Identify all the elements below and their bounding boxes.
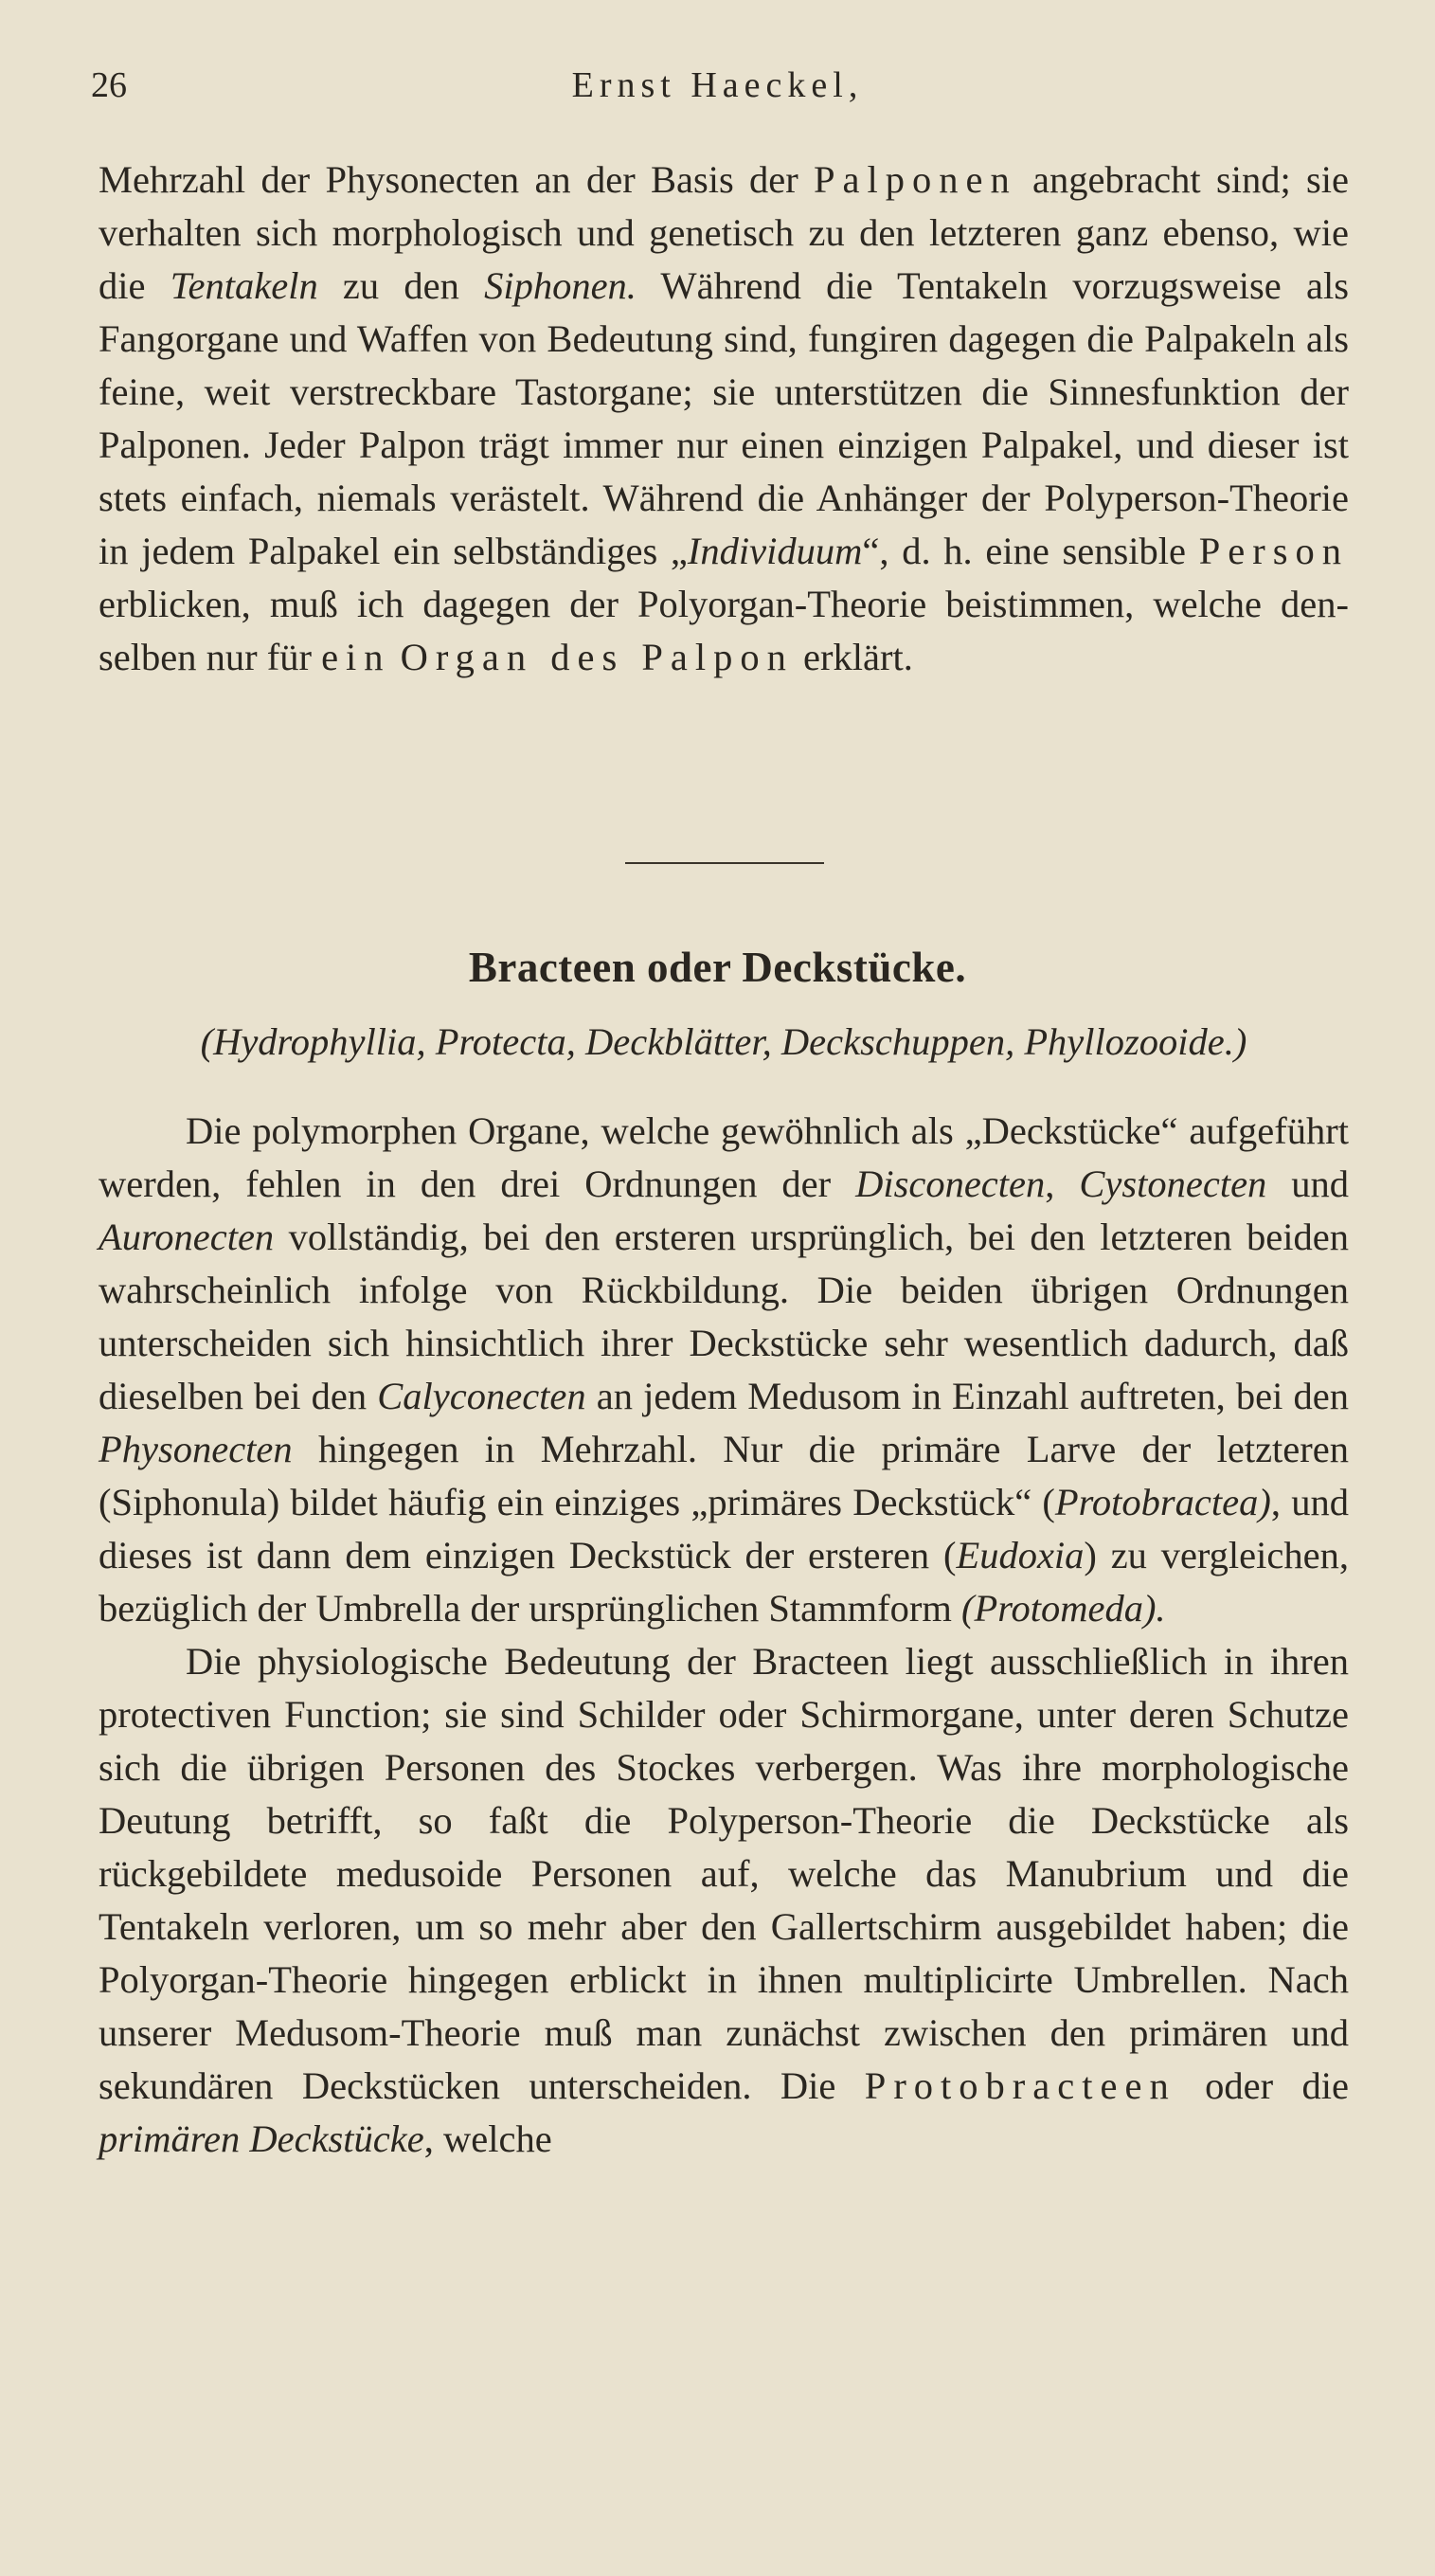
section-divider <box>625 862 824 864</box>
section-title: Bracteen oder Deckstücke. <box>468 944 967 991</box>
section-body <box>99 1105 1349 2166</box>
paragraph-polymorphe-organe: Die polymorphen Organe, welche gewöhnlich als „Deckstücke“ aufgeführt werden, fehlen in den drei Ordnungen der Disconecten, Cystonecten und Auronecten vollständig, bei den ersteren ursprünglich, bei den letzteren beiden wahrscheinlich infolge von Rückbildung. Die beiden übrigen Ordnungen unterscheiden sich hinsichtlich ihrer Deckstücke sehr wesentlich dadurch, daß dieselben bei den Calyconecten an jedem Medusom in Einzahl auftreten, bei den Physonecten hingegen in Mehrzahl. Nur die primäre Larve der letzteren (Siphonula) bildet häufig ein einziges „primäres Deckstück“ (Protobractea), und dieses ist dann dem einzigen Deckstück der ersteren (Eudoxia) zu vergleichen, bezüglich der Umbrella der ursprünglichen Stammform (Protomeda). <box>99 1109 1350 1630</box>
page-number: 26 <box>91 65 127 105</box>
page-header <box>91 64 1344 121</box>
section-subtitle: (Hydrophyllia, Protecta, Deckblätter, Deckschuppen, Phyllozooide.) <box>200 1020 1247 1063</box>
continued-paragraph-block <box>99 153 1349 684</box>
paragraph-palpakel: Mehrzahl der Physonecten an der Basis der Palponen angebracht sind; sie verhalten sich morphologisch und genetisch zu den letzteren ganz ebenso, wie die Tentakeln zu den Siphonen. Während die Tentakeln vorzugsweise als Fangorgane und Waffen von Bedeutung sind, fungiren dagegen die Palpakeln als feine, weit verstreckbare Tastorgane; sie unterstützen die Sinnesfunktion der Palponen. Jeder Palpon trägt immer nur einen einzigen Palpakel, und dieser ist stets einfach, niemals verästelt. Während die Anhänger der Polyperson-Theorie in jedem Palpakel ein selbständiges „Individuum“, d. h. eine sensible Person erblicken, muß ich dagegen der Polyorgan-Theorie beistimmen, welche denselben nur für ein Organ des Palpon erklärt. <box>99 158 1349 678</box>
paragraph-physiologische-bedeutung: Die physiologische Bedeutung der Bracteen liegt ausschließlich in ihren protectiven Function; sie sind Schilder oder Schirmorgane, unter deren Schutze sich die übrigen Personen des Stockes verbergen. Was ihre morphologische Deutung betrifft, so faßt die Polyperson-Theorie die Deckstücke als rückgebildete medusoide Personen auf, welche das Manubrium und die Tentakeln verloren, um so mehr aber den Gallertschirm ausgebildet haben; die Polyorgan-Theorie hingegen erblickt in ihnen multiplicirte Umbrellen. Nach unserer Medusom-Theorie muß man zunächst zwischen den primären und sekundären Deckstücken unterscheiden. Die Protobracteen oder die primären Deckstücke, welche <box>99 1640 1349 2160</box>
running-head: Ernst Haeckel, <box>571 65 864 105</box>
